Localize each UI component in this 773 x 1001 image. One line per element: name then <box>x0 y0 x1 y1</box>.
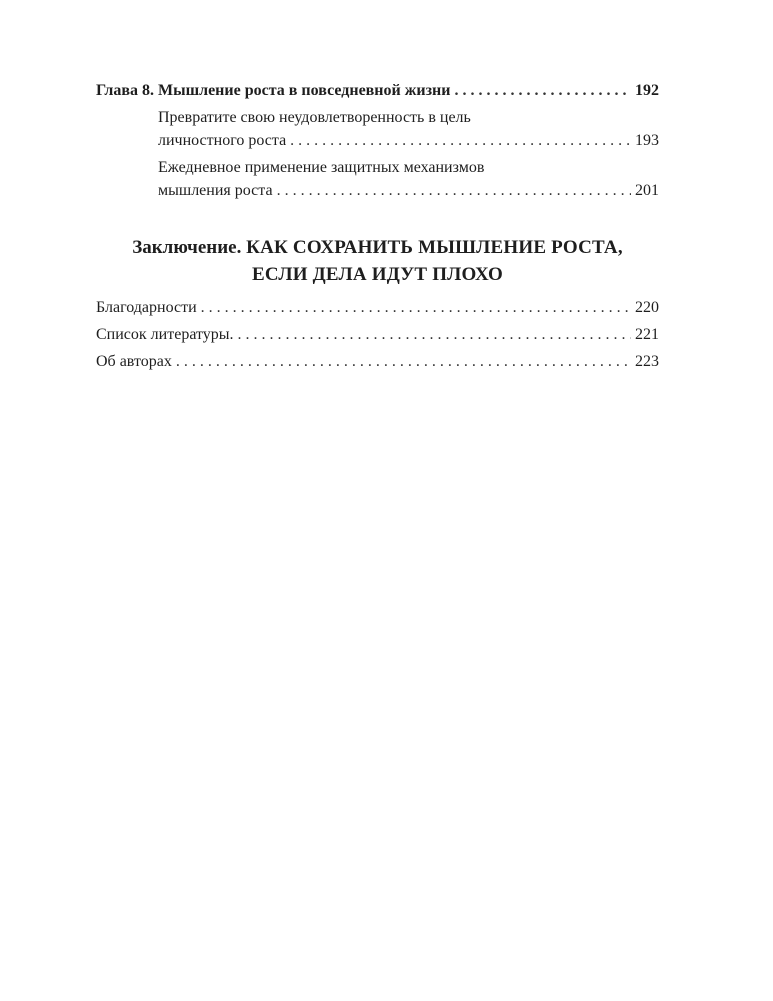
toc-about-authors-title: Об авторах <box>96 353 172 370</box>
toc-chapter-8-page: 192 <box>635 82 659 99</box>
toc-bibliography-title: Список литературы. <box>96 326 234 343</box>
dot-leader <box>238 324 631 346</box>
toc-section-2[interactable] <box>158 180 659 202</box>
toc-section-2-line2: мышления роста <box>158 182 273 199</box>
toc-conclusion-line2[interactable] <box>96 261 659 288</box>
toc-section-2-page: 201 <box>635 182 659 199</box>
dot-leader <box>176 351 631 373</box>
toc-about-authors[interactable] <box>96 351 659 373</box>
toc-conclusion-title-line1: КАК СОХРАНИТЬ МЫШЛЕНИЕ РОСТА, <box>246 237 623 258</box>
dot-leader <box>277 180 631 202</box>
toc-acknowledgements[interactable] <box>96 297 659 319</box>
toc-bibliography-page: 221 <box>635 326 659 343</box>
toc-about-authors-page: 223 <box>635 353 659 370</box>
toc-section-1-line2: личностного роста <box>158 132 287 149</box>
toc-chapter-8[interactable] <box>96 80 659 102</box>
toc-bibliography[interactable] <box>96 324 659 346</box>
dot-leader <box>201 297 631 319</box>
toc-acknowledgements-title: Благодарности <box>96 299 197 316</box>
toc-section-1[interactable] <box>158 130 659 152</box>
toc-acknowledgements-page: 220 <box>635 299 659 316</box>
toc-conclusion-prefix: Заключение. <box>132 237 242 258</box>
toc-section-1-page: 193 <box>635 132 659 149</box>
toc-section-2-line1: Ежедневное применение защитных механизмов <box>158 159 485 176</box>
toc-conclusion-line1[interactable] <box>96 234 659 261</box>
toc-conclusion-title-line2: ЕСЛИ ДЕЛА ИДУТ ПЛОХО <box>252 264 503 285</box>
dot-leader <box>290 130 631 152</box>
toc-section-1-line1: Превратите свою неудовлетворенность в цель <box>158 109 471 126</box>
dot-leader <box>454 80 631 102</box>
toc-chapter-8-title: Глава 8. Мышление роста в повседневной жизни <box>96 82 451 99</box>
